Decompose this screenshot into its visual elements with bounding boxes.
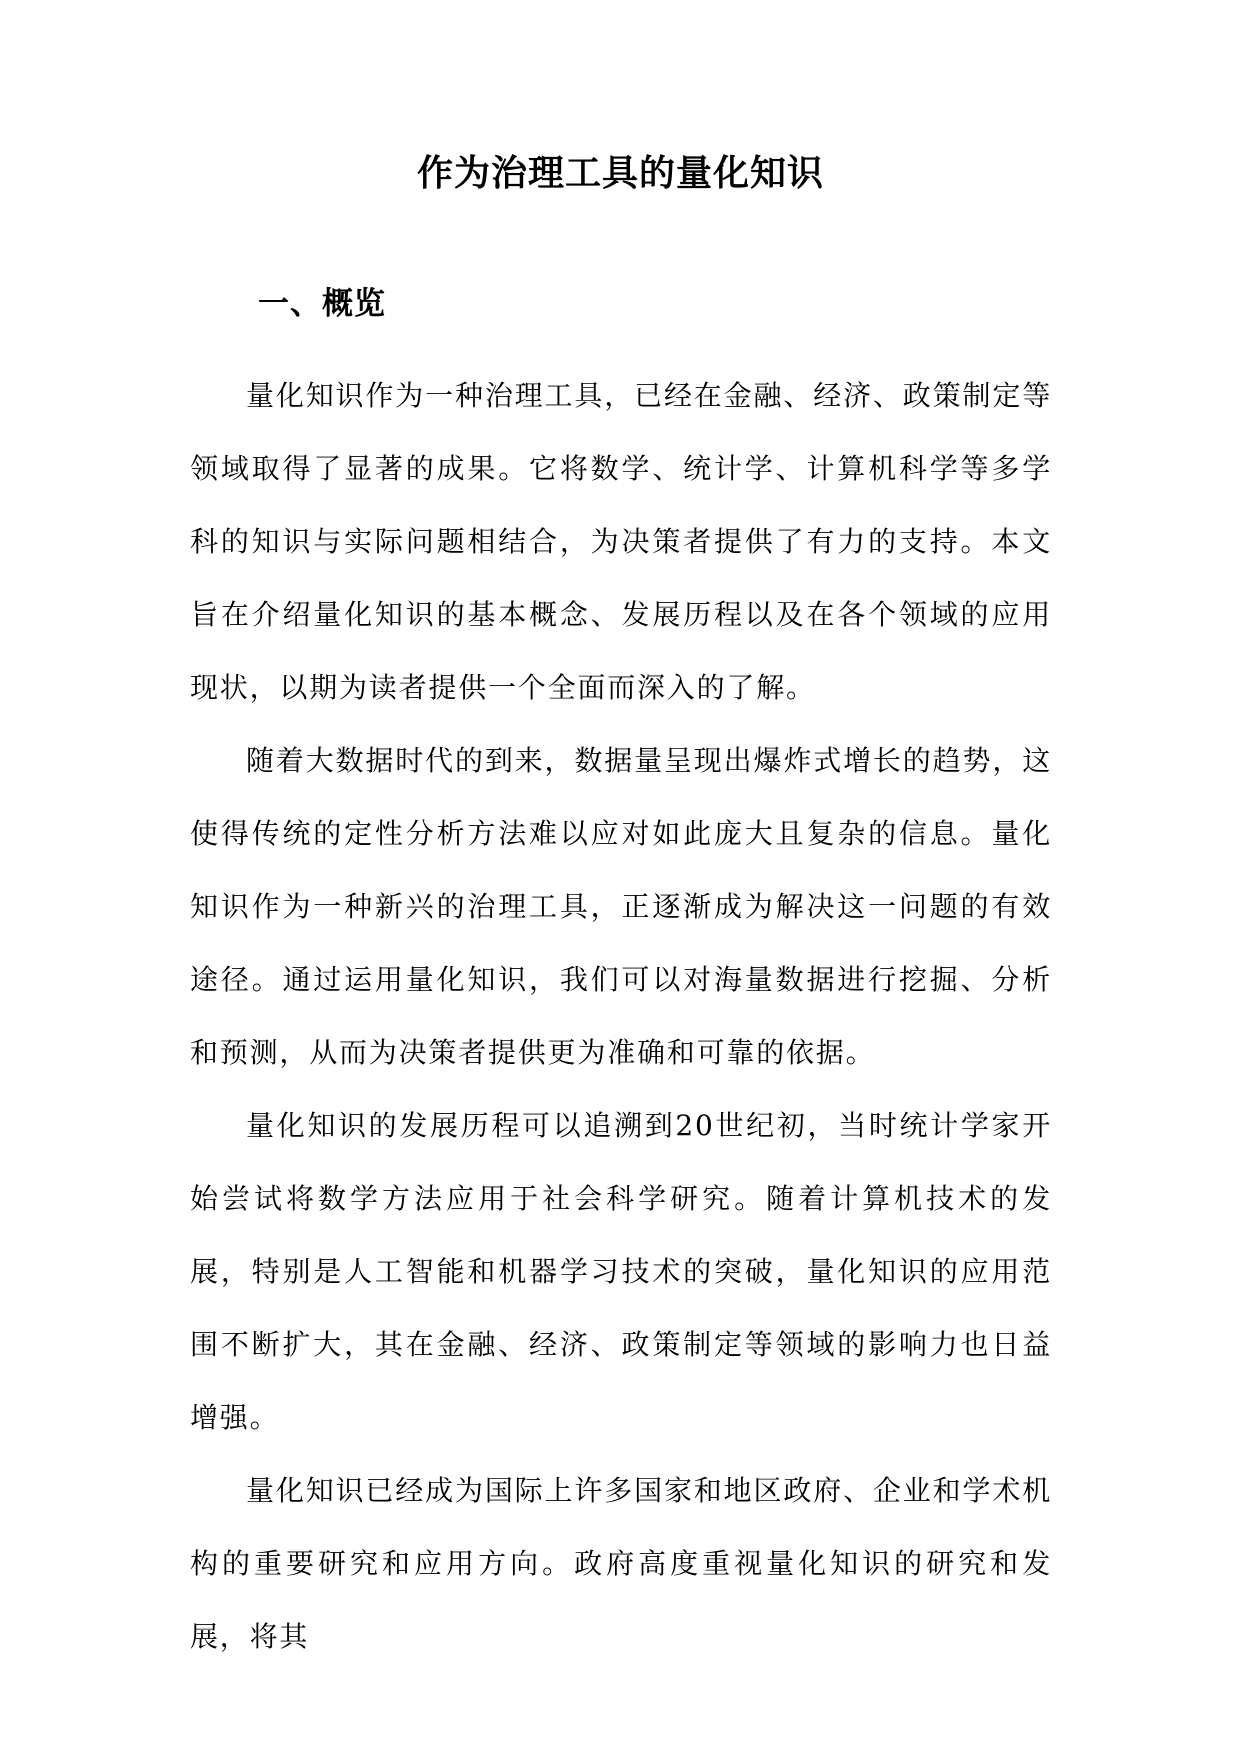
document-body	[190, 359, 1052, 1673]
document-title: 作为治理工具的量化知识	[416, 152, 824, 194]
section-heading: 一、概览	[258, 286, 386, 322]
paragraph-4: 量化知识已经成为国际上许多国家和地区政府、企业和学术机构的重要研究和应用方向。政府高度重视量化知识的研究和发展，将其	[190, 1474, 1052, 1653]
paragraph-2: 随着大数据时代的到来，数据量呈现出爆炸式增长的趋势，这使得传统的定性分析方法难以应对如此庞大且复杂的信息。量化知识作为一种新兴的治理工具，正逐渐成为解决这一问题的有效途径。通过运用量化知识，我们可以对海量数据进行挖掘、分析和预测，从而为决策者提供更为准确和可靠的依据。	[190, 744, 1052, 1069]
paragraph-3: 量化知识的发展历程可以追溯到20世纪初，当时统计学家开始尝试将数学方法应用于社会科学研究。随着计算机技术的发展，特别是人工智能和机器学习技术的突破，量化知识的应用范围不断扩大，其在金融、经济、政策制定等领域的影响力也日益增强。	[190, 1109, 1052, 1434]
paragraph-1: 量化知识作为一种治理工具，已经在金融、经济、政策制定等领域取得了显著的成果。它将数学、统计学、计算机科学等多学科的知识与实际问题相结合，为决策者提供了有力的支持。本文旨在介绍量化知识的基本概念、发展历程以及在各个领域的应用现状，以期为读者提供一个全面而深入的了解。	[190, 379, 1052, 704]
